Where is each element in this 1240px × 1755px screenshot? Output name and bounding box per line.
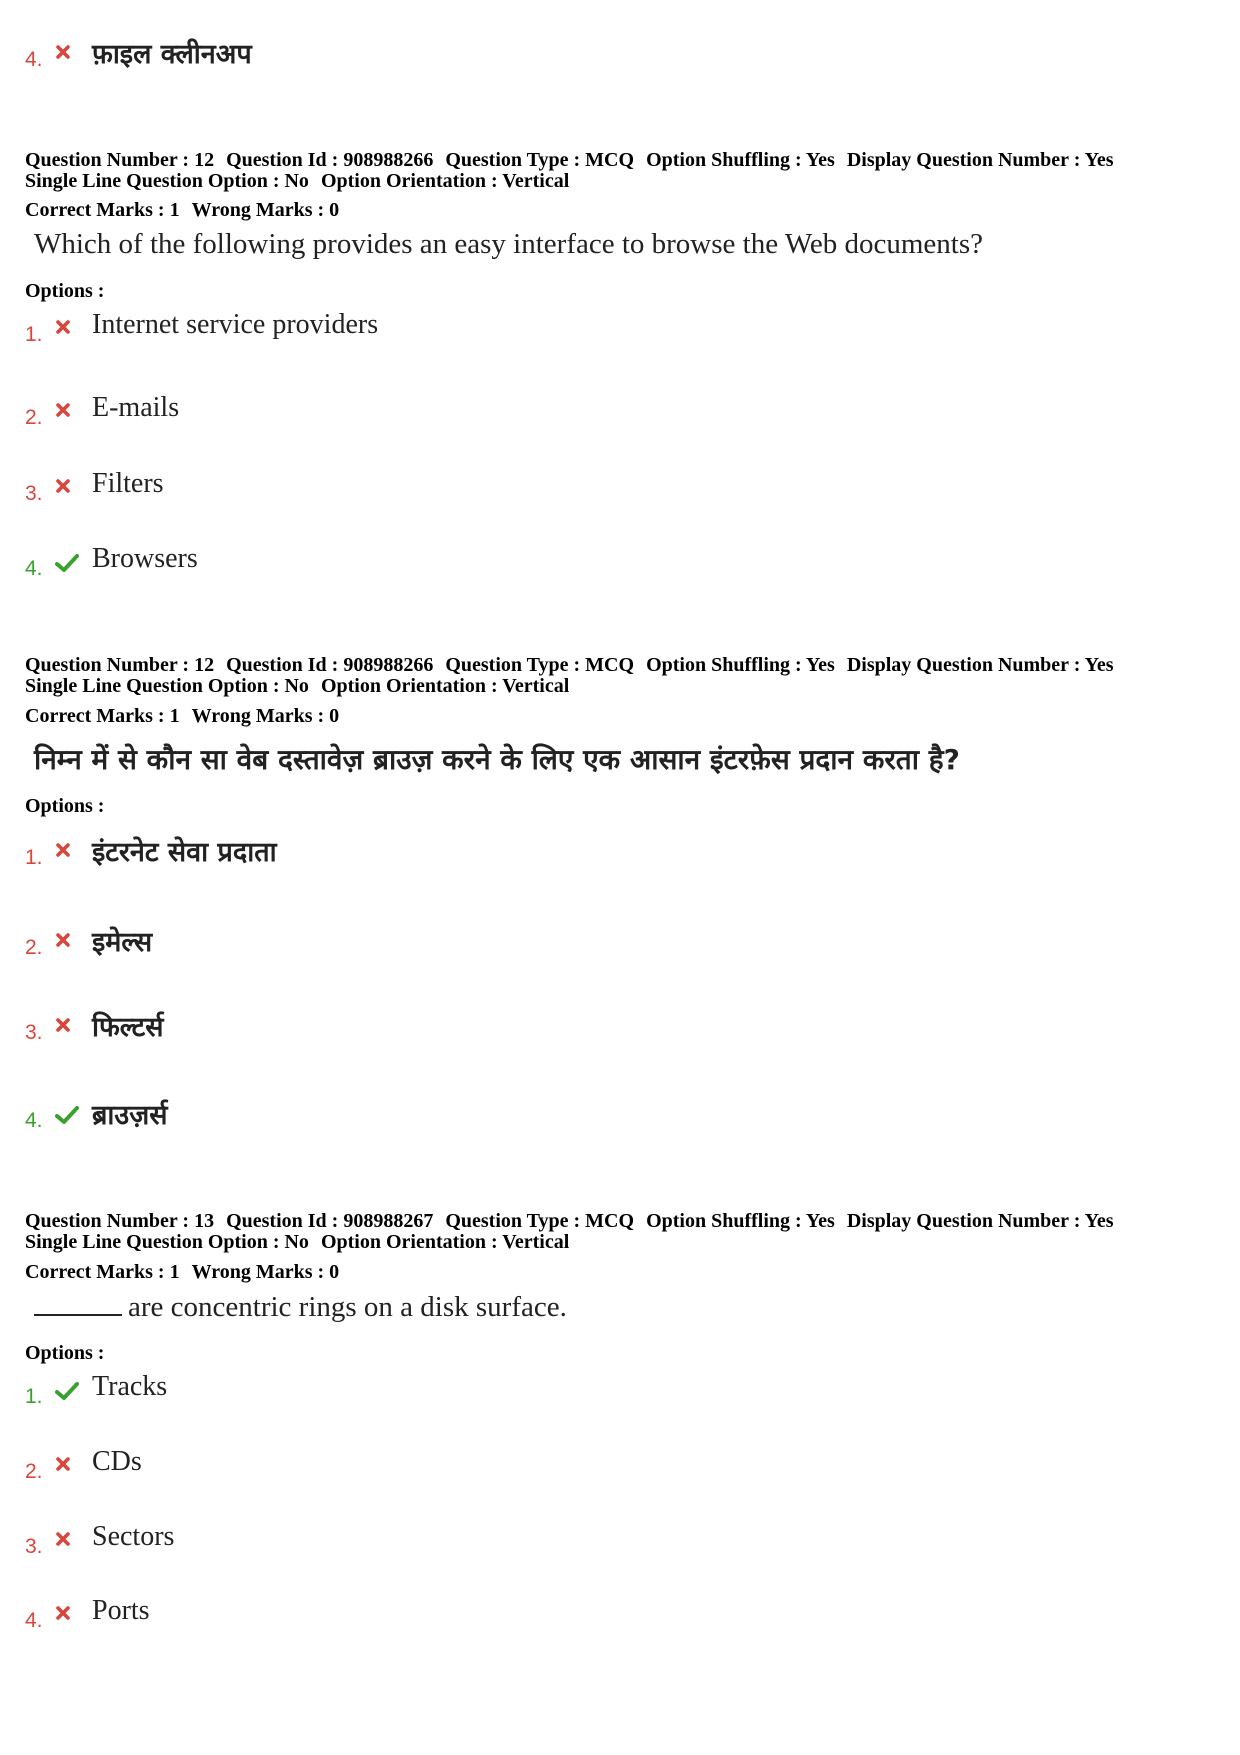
question-text-row [34,1290,567,1324]
question-text: निम्न में से कौन सा वेब दस्तावेज़ ब्राउज़ करने के लिए एक आसान इंटरफ़ेस प्रदान करता है? [34,743,960,776]
cross-icon [55,478,71,498]
wrong-marks: Wrong Marks : 0 [191,1261,340,1283]
marks-line [25,706,351,727]
question-id: Question Id : 908988266 [226,149,434,171]
display-question-number: Display Question Number : Yes [846,149,1114,171]
question-meta [25,655,1126,697]
cross-icon [55,44,71,64]
option-text: E-mails [92,392,180,423]
option-text: Internet service providers [92,309,379,340]
option-number: 4. [25,48,43,71]
check-icon [55,553,79,577]
option-text: Filters [92,468,164,499]
check-icon [55,1105,79,1129]
option-text: फिल्टर्स [92,1012,164,1043]
options-label: Options : [25,1342,105,1364]
option-text: Sectors [92,1521,175,1552]
option-text: ब्राउज़र्स [92,1100,168,1131]
option-text: Tracks [92,1371,168,1402]
option-orientation: Option Orientation : Vertical [320,170,570,192]
single-line-option: Single Line Question Option : No [25,170,309,192]
option-number: 3. [25,482,43,505]
display-question-number: Display Question Number : Yes [846,1210,1114,1232]
question-id: Question Id : 908988267 [226,1210,434,1232]
cross-icon [55,932,71,952]
option-number: 1. [25,323,43,346]
option-number: 4. [25,557,43,580]
option-text: CDs [92,1446,142,1477]
cross-icon [55,1456,71,1476]
option-orientation: Option Orientation : Vertical [320,675,570,697]
option-text: फ़ाइल क्लीनअप [92,39,252,70]
cross-icon [55,402,71,422]
cross-icon [55,1017,71,1037]
correct-marks: Correct Marks : 1 [25,199,180,221]
option-text: इंटरनेट सेवा प्रदाता [92,837,277,868]
option-number: 3. [25,1021,43,1044]
question-number: Question Number : 12 [25,149,215,171]
marks-line [25,1262,351,1283]
option-number: 3. [25,1535,43,1558]
cross-icon [55,319,71,339]
option-orientation: Option Orientation : Vertical [320,1231,570,1253]
option-number: 2. [25,1460,43,1483]
marks-line [25,200,351,221]
correct-marks: Correct Marks : 1 [25,1261,180,1283]
cross-icon [55,842,71,862]
question-id: Question Id : 908988266 [226,654,434,676]
option-shuffling: Option Shuffling : Yes [646,1210,835,1232]
option-number: 4. [25,1609,43,1632]
option-number: 4. [25,1109,43,1132]
options-label: Options : [25,795,105,817]
wrong-marks: Wrong Marks : 0 [191,705,340,727]
cross-icon [55,1531,71,1551]
options-label: Options : [25,280,105,302]
question-number: Question Number : 12 [25,654,215,676]
option-number: 2. [25,406,43,429]
option-number: 1. [25,846,43,869]
check-icon [55,1381,79,1405]
option-number: 1. [25,1385,43,1408]
option-number: 2. [25,936,43,959]
question-type: Question Type : MCQ [445,654,635,676]
option-text: Browsers [92,543,198,574]
cross-icon [55,1605,71,1625]
question-text: are concentric rings on a disk surface. [128,1291,567,1323]
question-meta [25,150,1126,192]
option-text: इमेल्स [92,927,153,958]
single-line-option: Single Line Question Option : No [25,1231,309,1253]
correct-marks: Correct Marks : 1 [25,705,180,727]
option-text: Ports [92,1595,150,1626]
question-meta [25,1211,1126,1253]
fill-in-blank [34,1290,122,1316]
display-question-number: Display Question Number : Yes [846,654,1114,676]
question-type: Question Type : MCQ [445,1210,635,1232]
question-type: Question Type : MCQ [445,149,635,171]
wrong-marks: Wrong Marks : 0 [191,199,340,221]
question-number: Question Number : 13 [25,1210,215,1232]
single-line-option: Single Line Question Option : No [25,675,309,697]
option-shuffling: Option Shuffling : Yes [646,654,835,676]
option-shuffling: Option Shuffling : Yes [646,149,835,171]
question-text: Which of the following provides an easy interface to browse the Web documents? [34,228,983,260]
